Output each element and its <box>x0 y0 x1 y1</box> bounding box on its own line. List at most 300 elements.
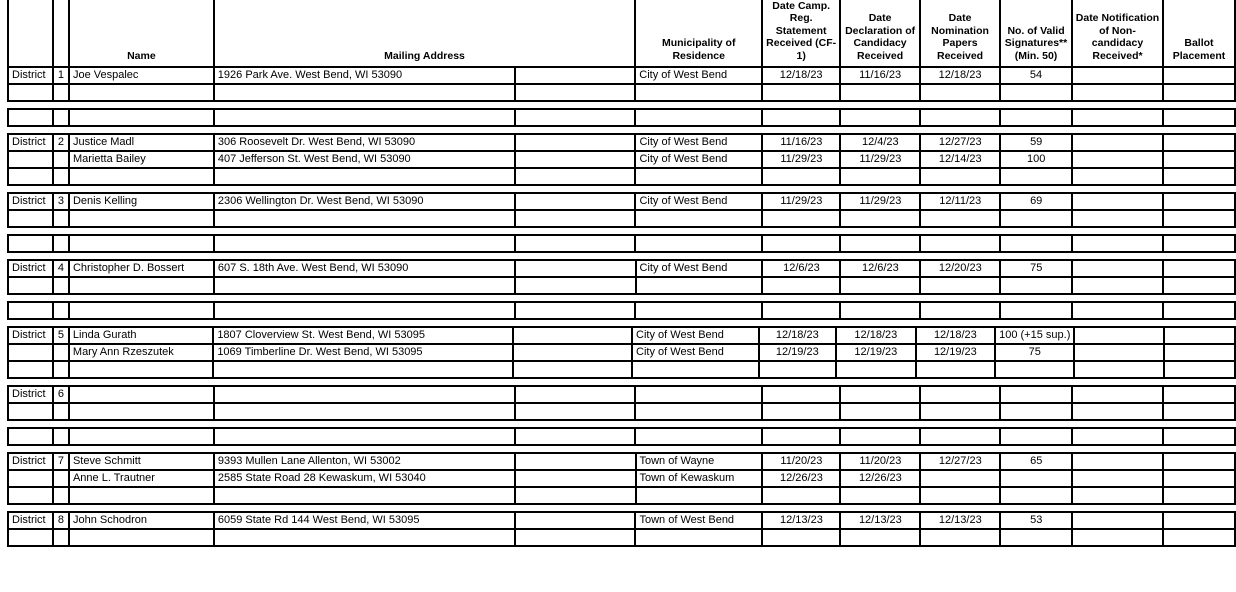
cell-district-number <box>53 470 69 487</box>
cell-valid-signatures <box>1000 210 1072 227</box>
cell-district-label <box>8 109 53 126</box>
cell-district-number: 2 <box>53 134 69 151</box>
cell-camp-reg-received <box>762 210 840 227</box>
cell-mailing-address: 306 Roosevelt Dr. West Bend, WI 53090 <box>214 134 515 151</box>
cell-spacer <box>515 260 636 277</box>
cell-non-candidacy-received <box>1074 344 1164 361</box>
cell-municipality <box>635 428 762 445</box>
cell-non-candidacy-received <box>1072 84 1163 101</box>
table-row <box>8 151 1235 168</box>
cell-district-number <box>53 168 69 185</box>
cell-mailing-address <box>214 302 515 319</box>
cell-name <box>69 109 214 126</box>
cell-ballot-placement <box>1163 84 1235 101</box>
district-section-table <box>7 0 1236 102</box>
cell-district-label <box>8 428 53 445</box>
cell-municipality: City of West Bend <box>635 67 762 84</box>
cell-camp-reg-received <box>762 84 840 101</box>
district-section-table <box>7 133 1236 186</box>
cell-declaration-received <box>840 428 920 445</box>
cell-district-label <box>8 529 53 546</box>
column-header-camp-reg-received: Date Camp. Reg. Statement Received (CF-1) <box>762 0 840 67</box>
cell-nomination-received <box>920 109 1000 126</box>
cell-municipality: City of West Bend <box>635 151 762 168</box>
column-header-name: Name <box>69 0 214 67</box>
cell-ballot-placement <box>1163 151 1235 168</box>
cell-municipality <box>635 109 762 126</box>
cell-spacer <box>515 386 636 403</box>
table-row <box>8 277 1235 294</box>
cell-declaration-received: 11/16/23 <box>840 67 920 84</box>
cell-district-number: 3 <box>53 193 69 210</box>
cell-valid-signatures <box>1000 470 1072 487</box>
cell-ballot-placement <box>1164 361 1235 378</box>
table-row <box>8 487 1235 504</box>
cell-declaration-received: 12/6/23 <box>840 260 920 277</box>
cell-valid-signatures: 59 <box>1000 134 1072 151</box>
cell-camp-reg-received <box>762 403 840 420</box>
cell-ballot-placement <box>1163 168 1235 185</box>
cell-spacer <box>515 168 636 185</box>
header-row <box>8 0 1235 67</box>
cell-valid-signatures: 53 <box>1000 512 1072 529</box>
cell-valid-signatures <box>995 361 1074 378</box>
cell-nomination-received <box>920 210 1000 227</box>
cell-valid-signatures <box>1000 109 1072 126</box>
cell-district-label: District <box>8 327 53 344</box>
cell-spacer <box>515 67 636 84</box>
cell-camp-reg-received <box>762 487 840 504</box>
cell-non-candidacy-received <box>1072 277 1163 294</box>
table-row <box>8 529 1235 546</box>
cell-nomination-received <box>916 361 996 378</box>
cell-non-candidacy-received <box>1072 428 1163 445</box>
table-row <box>8 67 1235 84</box>
cell-name <box>69 428 214 445</box>
cell-ballot-placement <box>1163 428 1235 445</box>
cell-camp-reg-received: 11/29/23 <box>762 151 840 168</box>
district-section-table <box>7 385 1236 421</box>
cell-camp-reg-received: 12/6/23 <box>762 260 840 277</box>
table-row <box>8 134 1235 151</box>
cell-name <box>69 386 214 403</box>
cell-spacer <box>515 403 636 420</box>
cell-valid-signatures: 75 <box>995 344 1074 361</box>
cell-nomination-received <box>920 403 1000 420</box>
cell-municipality: City of West Bend <box>636 260 763 277</box>
cell-spacer <box>515 428 636 445</box>
cell-spacer <box>515 235 636 252</box>
cell-mailing-address: 607 S. 18th Ave. West Bend, WI 53090 <box>214 260 515 277</box>
cell-name <box>69 361 213 378</box>
cell-non-candidacy-received <box>1072 260 1163 277</box>
cell-name <box>69 277 214 294</box>
cell-camp-reg-received: 11/29/23 <box>762 193 840 210</box>
cell-declaration-received: 11/29/23 <box>840 151 920 168</box>
cell-ballot-placement <box>1163 470 1235 487</box>
cell-ballot-placement <box>1163 210 1235 227</box>
cell-spacer <box>515 302 636 319</box>
cell-nomination-received <box>920 235 1000 252</box>
cell-district-number <box>53 210 69 227</box>
cell-nomination-received <box>920 84 1000 101</box>
cell-nomination-received: 12/27/23 <box>920 453 1000 470</box>
cell-declaration-received: 12/19/23 <box>836 344 916 361</box>
cell-non-candidacy-received <box>1074 327 1164 344</box>
cell-valid-signatures: 54 <box>1000 67 1072 84</box>
column-header-district-label <box>8 0 53 67</box>
cell-declaration-received <box>840 403 920 420</box>
cell-nomination-received: 12/14/23 <box>920 151 1000 168</box>
district-section-table <box>7 234 1236 253</box>
cell-declaration-received: 11/20/23 <box>840 453 920 470</box>
cell-municipality <box>635 403 762 420</box>
cell-municipality <box>635 529 762 546</box>
cell-non-candidacy-received <box>1072 193 1163 210</box>
cell-valid-signatures <box>1000 487 1072 504</box>
cell-district-label <box>8 302 53 319</box>
cell-declaration-received: 12/26/23 <box>840 470 920 487</box>
cell-mailing-address: 1069 Timberline Dr. West Bend, WI 53095 <box>213 344 513 361</box>
cell-name: Mary Ann Rzeszutek <box>69 344 213 361</box>
cell-spacer <box>515 470 636 487</box>
table-row <box>8 512 1235 529</box>
cell-non-candidacy-received <box>1072 529 1163 546</box>
cell-camp-reg-received <box>762 386 840 403</box>
cell-ballot-placement <box>1163 403 1235 420</box>
cell-camp-reg-received: 11/16/23 <box>762 134 840 151</box>
cell-non-candidacy-received <box>1072 168 1163 185</box>
cell-camp-reg-received: 12/13/23 <box>762 512 840 529</box>
cell-municipality: City of West Bend <box>635 193 762 210</box>
cell-spacer <box>515 529 636 546</box>
cell-nomination-received: 12/20/23 <box>920 260 1000 277</box>
column-header-valid-signatures: No. of Valid Signatures** (Min. 50) <box>1000 0 1072 67</box>
cell-declaration-received <box>840 277 920 294</box>
table-row <box>8 470 1235 487</box>
cell-name: John Schodron <box>69 512 214 529</box>
cell-district-number: 4 <box>53 260 69 277</box>
cell-nomination-received: 12/18/23 <box>920 67 1000 84</box>
table-row <box>8 428 1235 445</box>
column-header-mailing-address: Mailing Address <box>214 0 635 67</box>
cell-camp-reg-received <box>762 277 840 294</box>
cell-name <box>69 403 214 420</box>
table-row <box>8 168 1235 185</box>
cell-municipality <box>635 210 762 227</box>
cell-mailing-address <box>214 428 515 445</box>
cell-district-number <box>53 277 69 294</box>
cell-declaration-received <box>840 109 920 126</box>
column-header-nomination-received: Date Nomination Papers Received <box>920 0 1000 67</box>
cell-spacer <box>515 453 636 470</box>
cell-ballot-placement <box>1163 235 1235 252</box>
cell-district-number: 7 <box>53 453 69 470</box>
cell-mailing-address <box>214 403 515 420</box>
cell-mailing-address <box>213 361 513 378</box>
cell-municipality <box>635 302 762 319</box>
cell-spacer <box>515 134 636 151</box>
cell-municipality <box>635 84 762 101</box>
cell-spacer <box>515 487 636 504</box>
cell-municipality <box>635 235 762 252</box>
cell-district-number: 1 <box>53 67 69 84</box>
cell-municipality: Town of Kewaskum <box>636 470 763 487</box>
table-row <box>8 386 1235 403</box>
cell-non-candidacy-received <box>1072 151 1163 168</box>
cell-district-label: District <box>8 67 53 84</box>
cell-mailing-address <box>214 386 515 403</box>
cell-declaration-received: 12/4/23 <box>840 134 920 151</box>
cell-ballot-placement <box>1163 109 1235 126</box>
cell-camp-reg-received <box>762 235 840 252</box>
cell-non-candidacy-received <box>1072 134 1163 151</box>
cell-name: Justice Madl <box>69 134 214 151</box>
cell-municipality: City of West Bend <box>632 344 758 361</box>
cell-spacer <box>515 84 636 101</box>
cell-valid-signatures <box>1000 403 1072 420</box>
cell-spacer <box>515 193 636 210</box>
cell-municipality: Town of West Bend <box>635 512 762 529</box>
cell-district-number <box>53 403 69 420</box>
cell-ballot-placement <box>1163 67 1235 84</box>
cell-valid-signatures <box>1000 386 1072 403</box>
cell-non-candidacy-received <box>1072 386 1163 403</box>
cell-district-number <box>53 529 69 546</box>
cell-municipality: City of West Bend <box>632 327 758 344</box>
cell-name: Joe Vespalec <box>69 67 214 84</box>
cell-camp-reg-received <box>762 428 840 445</box>
cell-camp-reg-received <box>762 168 840 185</box>
cell-nomination-received <box>920 428 1000 445</box>
column-header-ballot-placement: Ballot Placement <box>1163 0 1235 67</box>
column-header-municipality: Municipality of Residence <box>635 0 762 67</box>
cell-nomination-received <box>920 529 1000 546</box>
cell-ballot-placement <box>1163 193 1235 210</box>
cell-district-number <box>53 84 69 101</box>
cell-mailing-address <box>214 235 515 252</box>
cell-mailing-address: 2306 Wellington Dr. West Bend, WI 53090 <box>214 193 515 210</box>
cell-spacer <box>513 361 632 378</box>
cell-nomination-received: 12/11/23 <box>920 193 1000 210</box>
cell-name <box>69 487 214 504</box>
cell-mailing-address <box>214 487 515 504</box>
cell-nomination-received: 12/19/23 <box>916 344 996 361</box>
cell-valid-signatures: 65 <box>1000 453 1072 470</box>
cell-name <box>69 84 214 101</box>
cell-municipality <box>635 386 762 403</box>
district-section-table <box>7 192 1236 228</box>
cell-spacer <box>515 109 636 126</box>
district-section-table <box>7 108 1236 127</box>
cell-camp-reg-received <box>762 529 840 546</box>
cell-district-label <box>8 403 53 420</box>
table-row <box>8 210 1235 227</box>
district-section-table <box>7 326 1236 379</box>
cell-nomination-received <box>920 168 1000 185</box>
cell-name <box>69 168 214 185</box>
table-row <box>8 361 1235 378</box>
cell-valid-signatures: 69 <box>1000 193 1072 210</box>
cell-non-candidacy-received <box>1072 67 1163 84</box>
cell-spacer <box>515 151 636 168</box>
table-row <box>8 109 1235 126</box>
cell-municipality <box>632 361 758 378</box>
cell-district-label <box>8 235 53 252</box>
cell-ballot-placement <box>1163 487 1235 504</box>
cell-district-label <box>8 361 53 378</box>
cell-mailing-address <box>214 168 515 185</box>
cell-name <box>69 302 214 319</box>
cell-valid-signatures: 75 <box>1000 260 1072 277</box>
district-section-table <box>7 259 1236 295</box>
cell-nomination-received: 12/18/23 <box>916 327 996 344</box>
cell-camp-reg-received: 12/18/23 <box>759 327 837 344</box>
table-row <box>8 302 1235 319</box>
district-section-table <box>7 511 1236 547</box>
district-section-table <box>7 452 1236 505</box>
cell-non-candidacy-received <box>1072 235 1163 252</box>
cell-name <box>69 210 214 227</box>
cell-ballot-placement <box>1164 327 1235 344</box>
cell-name: Anne L. Trautner <box>69 470 214 487</box>
cell-valid-signatures: 100 (+15 sup.) <box>995 327 1074 344</box>
cell-mailing-address <box>214 277 515 294</box>
cell-ballot-placement <box>1164 344 1235 361</box>
table-row <box>8 453 1235 470</box>
table-row <box>8 260 1235 277</box>
cell-ballot-placement <box>1163 277 1235 294</box>
cell-valid-signatures <box>1000 529 1072 546</box>
cell-mailing-address <box>214 210 515 227</box>
cell-name: Marietta Bailey <box>69 151 214 168</box>
cell-declaration-received <box>840 302 920 319</box>
cell-valid-signatures <box>1000 168 1072 185</box>
cell-declaration-received <box>840 529 920 546</box>
cell-declaration-received <box>836 361 916 378</box>
cell-district-label <box>8 277 53 294</box>
cell-district-label <box>8 84 53 101</box>
cell-non-candidacy-received <box>1072 487 1163 504</box>
cell-name: Denis Kelling <box>69 193 214 210</box>
cell-mailing-address <box>214 529 515 546</box>
cell-camp-reg-received: 11/20/23 <box>762 453 840 470</box>
cell-nomination-received <box>920 470 1000 487</box>
cell-non-candidacy-received <box>1072 453 1163 470</box>
cell-district-label: District <box>8 386 53 403</box>
cell-name: Christopher D. Bossert <box>69 260 214 277</box>
cell-ballot-placement <box>1163 260 1235 277</box>
cell-ballot-placement <box>1163 134 1235 151</box>
cell-district-label <box>8 210 53 227</box>
cell-camp-reg-received <box>762 109 840 126</box>
cell-district-label: District <box>8 260 53 277</box>
cell-district-label: District <box>8 512 53 529</box>
cell-mailing-address: 407 Jefferson St. West Bend, WI 53090 <box>214 151 515 168</box>
cell-camp-reg-received <box>759 361 837 378</box>
cell-mailing-address: 6059 State Rd 144 West Bend, WI 53095 <box>214 512 515 529</box>
cell-declaration-received: 11/29/23 <box>840 193 920 210</box>
cell-district-label <box>8 470 53 487</box>
cell-non-candidacy-received <box>1072 302 1163 319</box>
cell-mailing-address <box>214 84 515 101</box>
table-row <box>8 403 1235 420</box>
cell-ballot-placement <box>1163 386 1235 403</box>
cell-district-label: District <box>8 453 53 470</box>
cell-nomination-received <box>920 277 1000 294</box>
cell-municipality: City of West Bend <box>635 134 762 151</box>
cell-non-candidacy-received <box>1072 512 1163 529</box>
cell-camp-reg-received <box>762 302 840 319</box>
cell-ballot-placement <box>1163 453 1235 470</box>
cell-declaration-received <box>840 235 920 252</box>
cell-district-number <box>53 428 69 445</box>
cell-camp-reg-received: 12/18/23 <box>762 67 840 84</box>
cell-district-number <box>53 109 69 126</box>
cell-mailing-address <box>214 109 515 126</box>
cell-municipality <box>636 277 763 294</box>
cell-municipality: Town of Wayne <box>636 453 763 470</box>
cell-non-candidacy-received <box>1072 470 1163 487</box>
cell-district-number <box>53 235 69 252</box>
cell-camp-reg-received: 12/19/23 <box>759 344 837 361</box>
table-row <box>8 84 1235 101</box>
cell-declaration-received <box>840 210 920 227</box>
column-header-declaration-received: Date Declaration of Candidacy Received <box>840 0 920 67</box>
cell-district-label <box>8 151 53 168</box>
cell-non-candidacy-received <box>1072 210 1163 227</box>
cell-municipality <box>636 487 763 504</box>
cell-district-label <box>8 168 53 185</box>
cell-ballot-placement <box>1163 512 1235 529</box>
cell-mailing-address: 9393 Mullen Lane Allenton, WI 53002 <box>214 453 515 470</box>
cell-declaration-received <box>840 487 920 504</box>
cell-name: Steve Schmitt <box>69 453 214 470</box>
column-header-non-candidacy-received: Date Notification of Non- candidacy Received* <box>1072 0 1163 67</box>
cell-non-candidacy-received <box>1072 403 1163 420</box>
cell-name: Linda Gurath <box>69 327 213 344</box>
cell-district-number: 5 <box>53 327 69 344</box>
cell-valid-signatures <box>1000 235 1072 252</box>
cell-nomination-received <box>920 487 1000 504</box>
cell-nomination-received: 12/13/23 <box>920 512 1000 529</box>
cell-valid-signatures <box>1000 428 1072 445</box>
cell-valid-signatures <box>1000 302 1072 319</box>
cell-valid-signatures <box>1000 277 1072 294</box>
cell-declaration-received: 12/18/23 <box>836 327 916 344</box>
cell-spacer <box>515 277 636 294</box>
cell-mailing-address: 1807 Cloverview St. West Bend, WI 53095 <box>213 327 513 344</box>
table-row <box>8 235 1235 252</box>
cell-spacer <box>513 344 632 361</box>
cell-non-candidacy-received <box>1074 361 1164 378</box>
cell-spacer <box>515 512 636 529</box>
cell-nomination-received <box>920 302 1000 319</box>
cell-camp-reg-received: 12/26/23 <box>762 470 840 487</box>
table-row <box>8 344 1235 361</box>
cell-declaration-received <box>840 386 920 403</box>
cell-declaration-received <box>840 84 920 101</box>
cell-non-candidacy-received <box>1072 109 1163 126</box>
cell-district-label <box>8 344 53 361</box>
cell-spacer <box>515 210 636 227</box>
cell-district-number: 6 <box>53 386 69 403</box>
cell-valid-signatures <box>1000 84 1072 101</box>
cell-district-number <box>53 487 69 504</box>
cell-district-label <box>8 487 53 504</box>
cell-district-label: District <box>8 134 53 151</box>
cell-declaration-received <box>840 168 920 185</box>
